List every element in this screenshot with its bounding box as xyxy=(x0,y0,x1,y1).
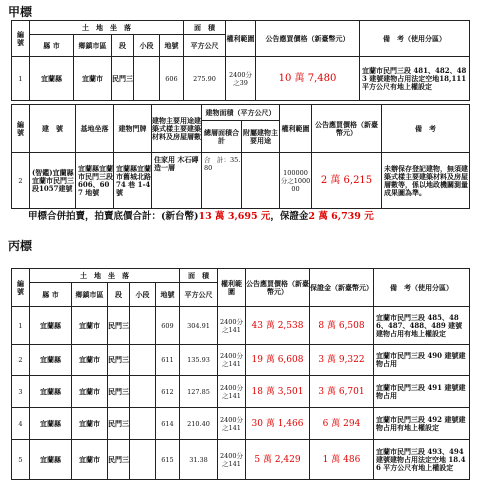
notes-header: 備 考（使用分區） xyxy=(374,269,470,307)
seq-cell: 2 xyxy=(12,153,30,209)
seq-cell: 1 xyxy=(12,307,30,345)
township-header: 鄉鎮市區 xyxy=(74,35,112,57)
table-row xyxy=(12,440,470,480)
price-cell: 5 萬 2,429 xyxy=(246,440,310,480)
section-a-building-table xyxy=(11,104,470,209)
address-header: 建物門牌 xyxy=(114,105,152,153)
seq-cell: 5 xyxy=(12,440,30,480)
notes-cell: 宜蘭市民門三段 481、482、483 建號建物占用法定空地18,111 平方公尺有地上權設定 xyxy=(360,57,470,101)
total-area-header: 總層面積合計 xyxy=(202,121,242,153)
price-cell: 30 萬 1,466 xyxy=(246,408,310,440)
township-cell: 宜蘭市 xyxy=(72,345,108,376)
notes-cell: 宜蘭市民門三段 485、486、487、488、489 建號建物占用有地上權設定 xyxy=(374,307,470,345)
table-row xyxy=(12,153,470,209)
table-row xyxy=(12,307,470,345)
lot-cell: 606 xyxy=(160,57,184,101)
county-cell: 宜蘭縣 xyxy=(30,307,72,345)
price-header: 公告應買價格（新臺幣元） xyxy=(246,269,310,307)
land-location-header: 土 地 坐 落 xyxy=(30,21,184,35)
rights-cell: 100000分之100000 xyxy=(280,153,312,209)
price-cell: 43 萬 2,538 xyxy=(246,307,310,345)
address-cell: 宜蘭縣宜蘭市舊城北路 74 巷 1-4 號 xyxy=(114,153,152,209)
section-cell: 民門三 xyxy=(108,440,130,480)
township-cell: 宜蘭市 xyxy=(72,376,108,408)
rights-cell: 2400分之141 xyxy=(218,307,246,345)
seq-cell: 3 xyxy=(12,376,30,408)
building-no-cell: (智鑑)宜蘭縣宜蘭市民門三段1057建號 xyxy=(30,153,76,209)
table-row xyxy=(12,345,470,376)
summary-deposit-label: 保證金 xyxy=(279,211,309,222)
deposit-cell: 3 萬 6,701 xyxy=(310,376,374,408)
sqm-cell: 275.90 xyxy=(184,57,226,101)
lot-header: 地號 xyxy=(160,35,184,57)
summary-prefix: 甲標合併拍賣，拍賣底價合計：(新台幣) xyxy=(28,211,199,222)
subsection-cell xyxy=(130,307,156,345)
notes-cell: 宜蘭市民門三段 492 建號建物占用有地上權設定 xyxy=(374,408,470,440)
sqm-header: 平方公尺 xyxy=(180,283,218,307)
deposit-cell: 3 萬 9,322 xyxy=(310,345,374,376)
rights-cell: 2400分之141 xyxy=(218,440,246,480)
table-row xyxy=(12,376,470,408)
area-header: 面 積 xyxy=(184,21,226,35)
county-cell: 宜蘭縣 xyxy=(30,376,72,408)
subsection-cell xyxy=(130,345,156,376)
attached-header: 附屬建物主要用途 xyxy=(242,121,280,153)
price-cell: 2 萬 6,215 xyxy=(312,153,382,209)
price-cell: 19 萬 6,608 xyxy=(246,345,310,376)
seq-header: 編號 xyxy=(12,21,30,57)
price-cell: 18 萬 3,501 xyxy=(246,376,310,408)
seq-header: 編號 xyxy=(12,105,30,153)
seq-cell: 1 xyxy=(12,57,30,101)
subsection-header: 小段 xyxy=(134,35,160,57)
subsection-cell xyxy=(130,408,156,440)
section-c-title: 丙標 xyxy=(8,239,33,253)
seq-cell: 2 xyxy=(12,345,30,376)
notes-header: 備 考（使用分區） xyxy=(360,21,470,57)
township-cell: 宜蘭市 xyxy=(72,307,108,345)
rights-header: 權利範圍 xyxy=(280,105,312,153)
structure-cell: 住家用 木石磚造一層 xyxy=(152,153,202,209)
price-header: 公告應買價格（新臺幣元） xyxy=(256,21,360,57)
section-header: 段 xyxy=(112,35,134,57)
seq-cell: 4 xyxy=(12,408,30,440)
section-c-land-table xyxy=(11,268,470,480)
sqm-cell: 304.91 xyxy=(180,307,218,345)
summary-deposit: 2 萬 6,739 元 xyxy=(308,211,374,222)
county-cell: 宜蘭縣 xyxy=(30,57,74,101)
township-cell: 宜蘭市 xyxy=(72,440,108,480)
area-group-header: 建物面積（平方公尺） xyxy=(202,105,280,121)
section-cell: 民門三 xyxy=(108,345,130,376)
sqm-cell: 31.38 xyxy=(180,440,218,480)
section-a-title: 甲標 xyxy=(8,5,33,19)
notes-cell: 宜蘭市民門三段 493、494 建號建物占用法定空地 18.46 平方公尺有地上權設定 xyxy=(374,440,470,480)
summary-separator: ， xyxy=(270,211,280,222)
county-cell: 宜蘭縣 xyxy=(30,440,72,480)
county-cell: 宜蘭縣 xyxy=(30,408,72,440)
area-header: 面 積 xyxy=(180,269,218,283)
sqm-cell: 135.93 xyxy=(180,345,218,376)
base-lot-cell: 宜蘭縣宜蘭市民門三段 606、607 地號 xyxy=(76,153,114,209)
deposit-header: 保證金（新臺幣元） xyxy=(310,269,374,307)
land-location-header: 土 地 坐 落 xyxy=(30,269,180,283)
township-header: 鄉鎮市區 xyxy=(72,283,108,307)
structure-header: 建物主要用途建築式樣主要建築材料及房屋層數 xyxy=(152,105,202,153)
lot-cell: 612 xyxy=(156,376,180,408)
sqm-header: 平方公尺 xyxy=(184,35,226,57)
section-header: 段 xyxy=(108,283,130,307)
section-a-land-table xyxy=(11,20,470,101)
table-row xyxy=(12,408,470,440)
rights-cell: 2400分之141 xyxy=(218,345,246,376)
rights-cell: 2400分之141 xyxy=(218,408,246,440)
building-no-header: 建 號 xyxy=(30,105,76,153)
section-cell: 民門三 xyxy=(108,408,130,440)
county-cell: 宜蘭縣 xyxy=(30,345,72,376)
lot-cell: 615 xyxy=(156,440,180,480)
section-cell: 民門三 xyxy=(108,307,130,345)
rights-header: 權利範圍 xyxy=(226,21,256,57)
summary-total: 13 萬 3,695 元 xyxy=(198,211,271,222)
deposit-cell: 8 萬 6,508 xyxy=(310,307,374,345)
sqm-cell: 210.40 xyxy=(180,408,218,440)
notes-cell: 宜蘭市民門三段 490 建號建物占用 xyxy=(374,345,470,376)
rights-header: 權利範圍 xyxy=(218,269,246,307)
rights-cell: 2400分之39 xyxy=(226,57,256,101)
rights-cell: 2400分之141 xyxy=(218,376,246,408)
lot-cell: 609 xyxy=(156,307,180,345)
price-header: 公告應買價格（新臺幣元） xyxy=(312,105,382,153)
section-a-summary xyxy=(28,208,374,222)
subsection-cell xyxy=(130,376,156,408)
total-area-cell: 合 計：35.80 xyxy=(202,153,242,209)
subsection-header: 小段 xyxy=(130,283,156,307)
table-row xyxy=(12,57,470,101)
price-cell: 10 萬 7,480 xyxy=(256,57,360,101)
notes-cell: 未辦保存登記建物，無須建築式樣主要建築材料及房屋層數等，係以地政機關測量成果圖為準。 xyxy=(382,153,470,209)
township-cell: 宜蘭市 xyxy=(74,57,112,101)
section-cell: 民門三 xyxy=(112,57,134,101)
section-cell: 民門三 xyxy=(108,376,130,408)
deposit-cell: 1 萬 486 xyxy=(310,440,374,480)
county-header: 縣 市 xyxy=(30,35,74,57)
subsection-cell xyxy=(134,57,160,101)
sqm-cell: 127.85 xyxy=(180,376,218,408)
attached-cell xyxy=(242,153,280,209)
base-lot-header: 基地坐落 xyxy=(76,105,114,153)
notes-cell: 宜蘭市民門三段 491 建號建物占用 xyxy=(374,376,470,408)
lot-cell: 614 xyxy=(156,408,180,440)
lot-cell: 611 xyxy=(156,345,180,376)
deposit-cell: 6 萬 294 xyxy=(310,408,374,440)
notes-header: 備 考 xyxy=(382,105,470,153)
subsection-cell xyxy=(130,440,156,480)
seq-header: 編號 xyxy=(12,269,30,307)
county-header: 縣 市 xyxy=(30,283,72,307)
lot-header: 地號 xyxy=(156,283,180,307)
township-cell: 宜蘭市 xyxy=(72,408,108,440)
